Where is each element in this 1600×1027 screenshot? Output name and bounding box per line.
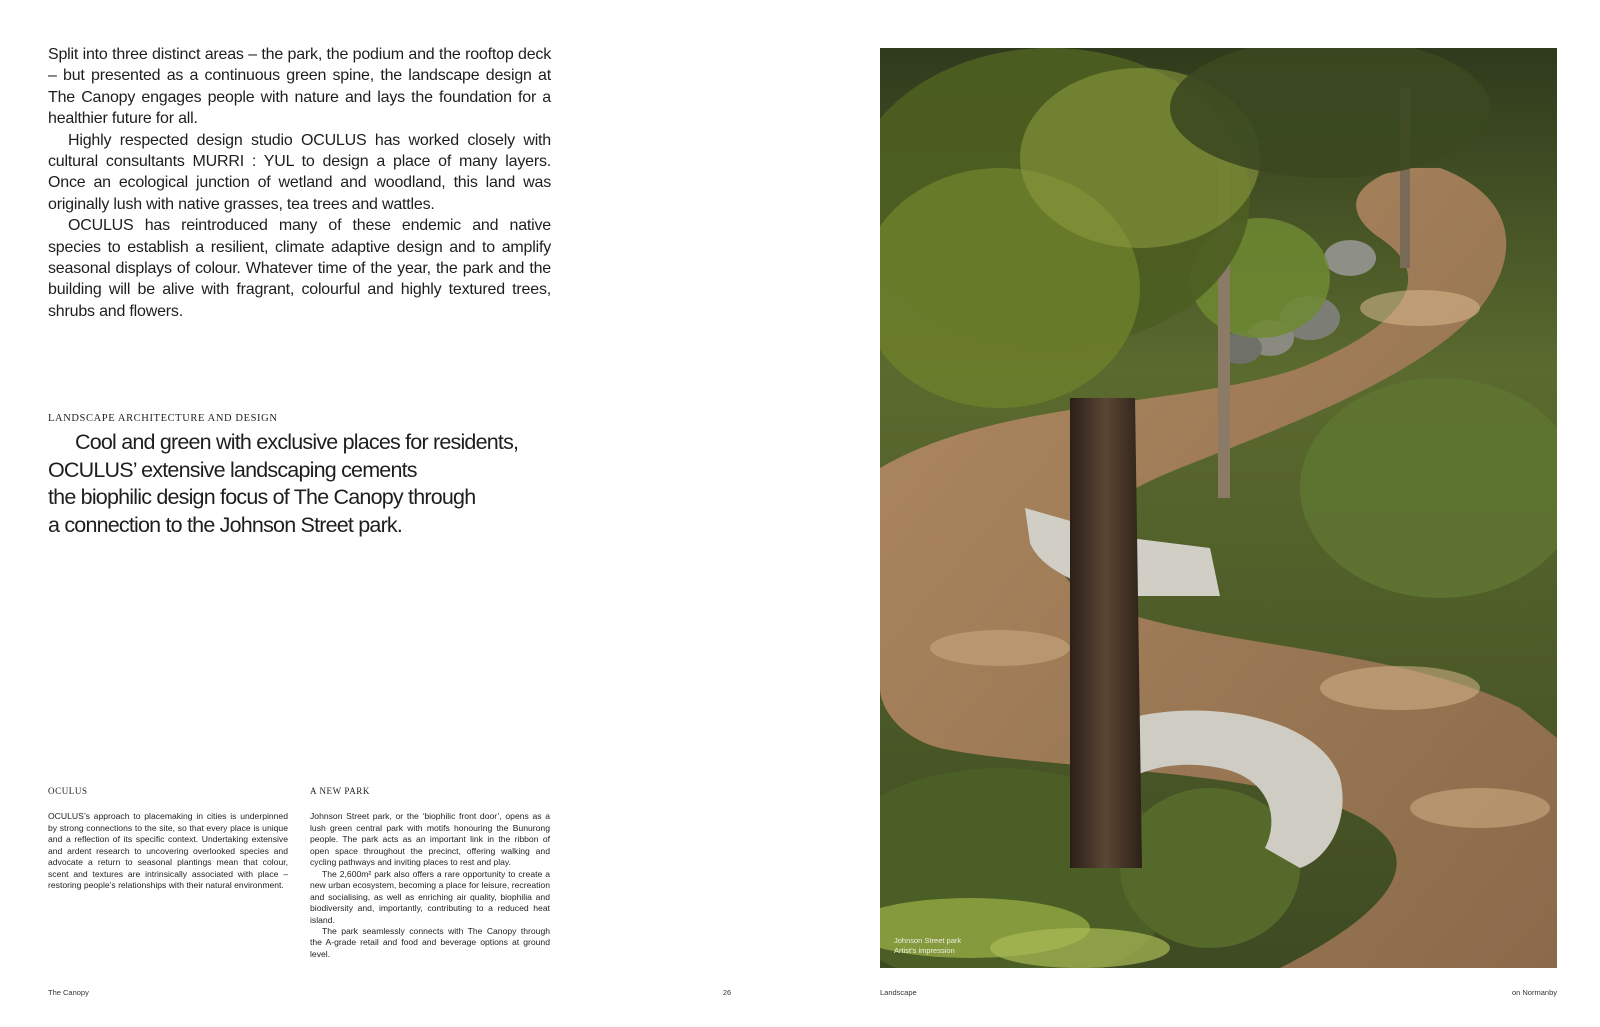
intro-paragraph: Split into three distinct areas – the park, the podium and the rooftop deck – but presented as a continuous green spine, the landscape design at The Canopy engages people with nature and lays the foundation for a healthier future for all. bbox=[48, 46, 551, 128]
column-heading: A NEW PARK bbox=[310, 786, 371, 796]
caption-line: Johnson Street park bbox=[894, 936, 962, 945]
column-paragraph: Johnson Street park, or the ‘biophilic front door’, opens as a lush green central park with motifs honouring the Bunurong people. The park acts as an important link in the ribbon of open space throughout the precinct, offering walking and cycling pathways and inviting places to rest and play. bbox=[310, 811, 550, 868]
intro-text bbox=[48, 44, 551, 322]
caption-line: Artist’s impression bbox=[894, 946, 955, 955]
pull-quote-line: Cool and green with exclusive places for residents, bbox=[75, 430, 519, 454]
column-heading: OCULUS bbox=[48, 786, 88, 796]
section-kicker: LANDSCAPE ARCHITECTURE AND DESIGN bbox=[48, 413, 278, 424]
column-paragraph: The park seamlessly connects with The Canopy through the A-grade retail and food and beverage options at ground level. bbox=[310, 925, 550, 959]
new-park-column bbox=[310, 786, 550, 960]
pull-quote bbox=[48, 429, 568, 539]
oculus-column bbox=[48, 786, 288, 892]
photo-caption bbox=[894, 936, 961, 956]
footer-section-title: Landscape bbox=[880, 988, 917, 997]
column-paragraph: OCULUS’s approach to placemaking in cities is underpinned by strong connections to the site, so that every place is unique and a reflection of its specific context. Undertaking extensive and ardent research to uncovering overlooked species and advocate a return to seasonal plantings mean that colour, scent and textures are intrinsically associated with place – restoring people’s relationships with their natural environment. bbox=[48, 811, 288, 891]
footer-right-title: on Normanby bbox=[1511, 988, 1557, 997]
column-paragraph: The 2,600m² park also offers a rare opportunity to create a new urban ecosystem, becoming a place for leisure, recreation and socialising, as well as enriching air quality, biophilia and biodiversity and, importantly, contributing to a reduced heat island. bbox=[310, 868, 550, 925]
pull-quote-line: OCULUS’ extensive landscaping cements bbox=[48, 457, 417, 482]
intro-paragraph: OCULUS has reintroduced many of these endemic and native species to establish a resilient, climate adaptive design and to amplify seasonal displays of colour. Whatever time of the year, the park and the building will be alive with fragrant, colourful and highly textured trees, shrubs and flowers. bbox=[48, 217, 551, 320]
intro-paragraph: Highly respected design studio OCULUS has worked closely with cultural consultants MURRI : YUL to design a place of many layers. Once an ecological junction of wetland and woodland, this land was originally lush with native grasses, tea trees and wattles. bbox=[48, 131, 551, 213]
park-photo bbox=[880, 48, 1557, 968]
pull-quote-line: the biophilic design focus of The Canopy through bbox=[48, 485, 476, 509]
pull-quote-line: a connection to the Johnson Street park. bbox=[48, 512, 403, 537]
footer-page-number: 26 bbox=[722, 988, 732, 997]
footer-publication-title: The Canopy bbox=[48, 988, 89, 997]
park-illustration bbox=[880, 48, 1557, 968]
